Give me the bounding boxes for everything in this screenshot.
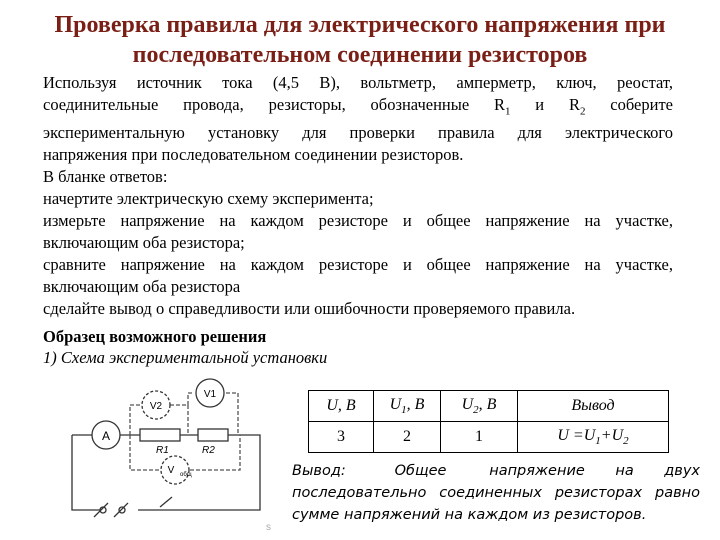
header-u1-unit: , В	[406, 395, 425, 413]
r1-subscript: 1	[504, 105, 511, 118]
r2-subscript: 2	[579, 105, 586, 118]
sample-heading: Образец возможного решения	[43, 327, 267, 346]
vtotal-label: V	[167, 465, 175, 476]
conclusion-line-1: Вывод: Общее напряжение на двух	[292, 463, 700, 479]
item-2-line-1: измерьте напряжение на каждом резисторе и общее напряжение на участке,	[43, 211, 673, 231]
form-header: В бланке ответов:	[43, 167, 168, 187]
sample-subheading: 1) Схема экспериментальной установки	[43, 348, 328, 367]
formula-a: U =U	[557, 426, 596, 444]
circuit-diagram	[60, 375, 275, 525]
resistor-r2	[198, 429, 228, 441]
conclusion-line-3: сумме напряжений на каждом из резисторов.	[292, 507, 647, 523]
results-table	[308, 390, 669, 453]
header-u2-unit: , В	[478, 395, 497, 413]
task-line-2-b: и R	[510, 95, 580, 114]
v1-wire-left	[188, 393, 194, 405]
voltmeter-total-icon	[161, 456, 189, 484]
item-1: начертите электрическую схему эксперимента;	[43, 189, 374, 209]
task-text	[43, 72, 673, 320]
vtotal-sub-label: общ	[180, 472, 192, 478]
switch-contact-right	[119, 507, 125, 513]
formula-sub2: 2	[623, 435, 629, 448]
v1-label: V1	[203, 389, 217, 400]
task-line-3: экспериментальную установку для проверки правила для электрического	[43, 123, 673, 143]
ammeter-label: A	[101, 429, 111, 443]
conclusion-line-2: последовательно соединенных резисторах равно	[292, 485, 700, 501]
formula-b: +U	[600, 426, 624, 444]
formula-sub1: 1	[595, 435, 601, 448]
item-3-line-2: включающим оба резистора	[43, 277, 241, 297]
cell-u2: 1	[441, 422, 518, 453]
table-row	[309, 422, 669, 453]
page-number: s	[266, 522, 271, 533]
header-u1-sym: U	[389, 395, 402, 413]
r2-label: R2	[202, 445, 215, 456]
table-row	[309, 391, 669, 422]
header-conclusion: Вывод	[518, 391, 669, 422]
wire-left	[72, 435, 100, 510]
header-u2-sub: 2	[473, 404, 479, 417]
header-u1-sub: 1	[401, 404, 407, 417]
title-line-2: последовательном соединении резисторов	[132, 42, 588, 68]
item-4: сделайте вывод о справедливости или ошибочности проверяемого правила.	[43, 299, 576, 319]
task-line-2	[43, 94, 673, 122]
cell-u1: 2	[374, 422, 441, 453]
task-line-2-a: соединительные провода, резисторы, обозначенные R	[43, 95, 505, 114]
r1-label: R1	[156, 445, 169, 456]
cell-conclusion	[518, 422, 669, 453]
slide-title	[30, 10, 690, 70]
task-line-4: напряжения при последовательном соединении резисторов.	[43, 145, 464, 165]
header-u: U, В	[309, 391, 374, 422]
item-2-line-2: включающим оба резистора;	[43, 233, 245, 253]
header-u2	[441, 391, 518, 422]
header-u2-sym: U	[461, 395, 474, 413]
conclusion-text	[292, 460, 700, 526]
v2-label: V2	[149, 401, 163, 412]
sample-solution	[43, 326, 327, 368]
task-line-2-c: соберите	[585, 95, 673, 114]
switch-lever	[160, 497, 172, 507]
item-3-line-1: сравните напряжение на каждом резисторе и общее напряжение на участке,	[43, 255, 673, 275]
title-line-1: Проверка правила для электрического напряжения при	[54, 12, 666, 38]
cell-u: 3	[309, 422, 374, 453]
resistor-r1	[140, 429, 180, 441]
task-line-1: Используя источник тока (4,5 В), вольтметр, амперметр, ключ, реостат,	[43, 73, 673, 92]
header-u1	[374, 391, 441, 422]
